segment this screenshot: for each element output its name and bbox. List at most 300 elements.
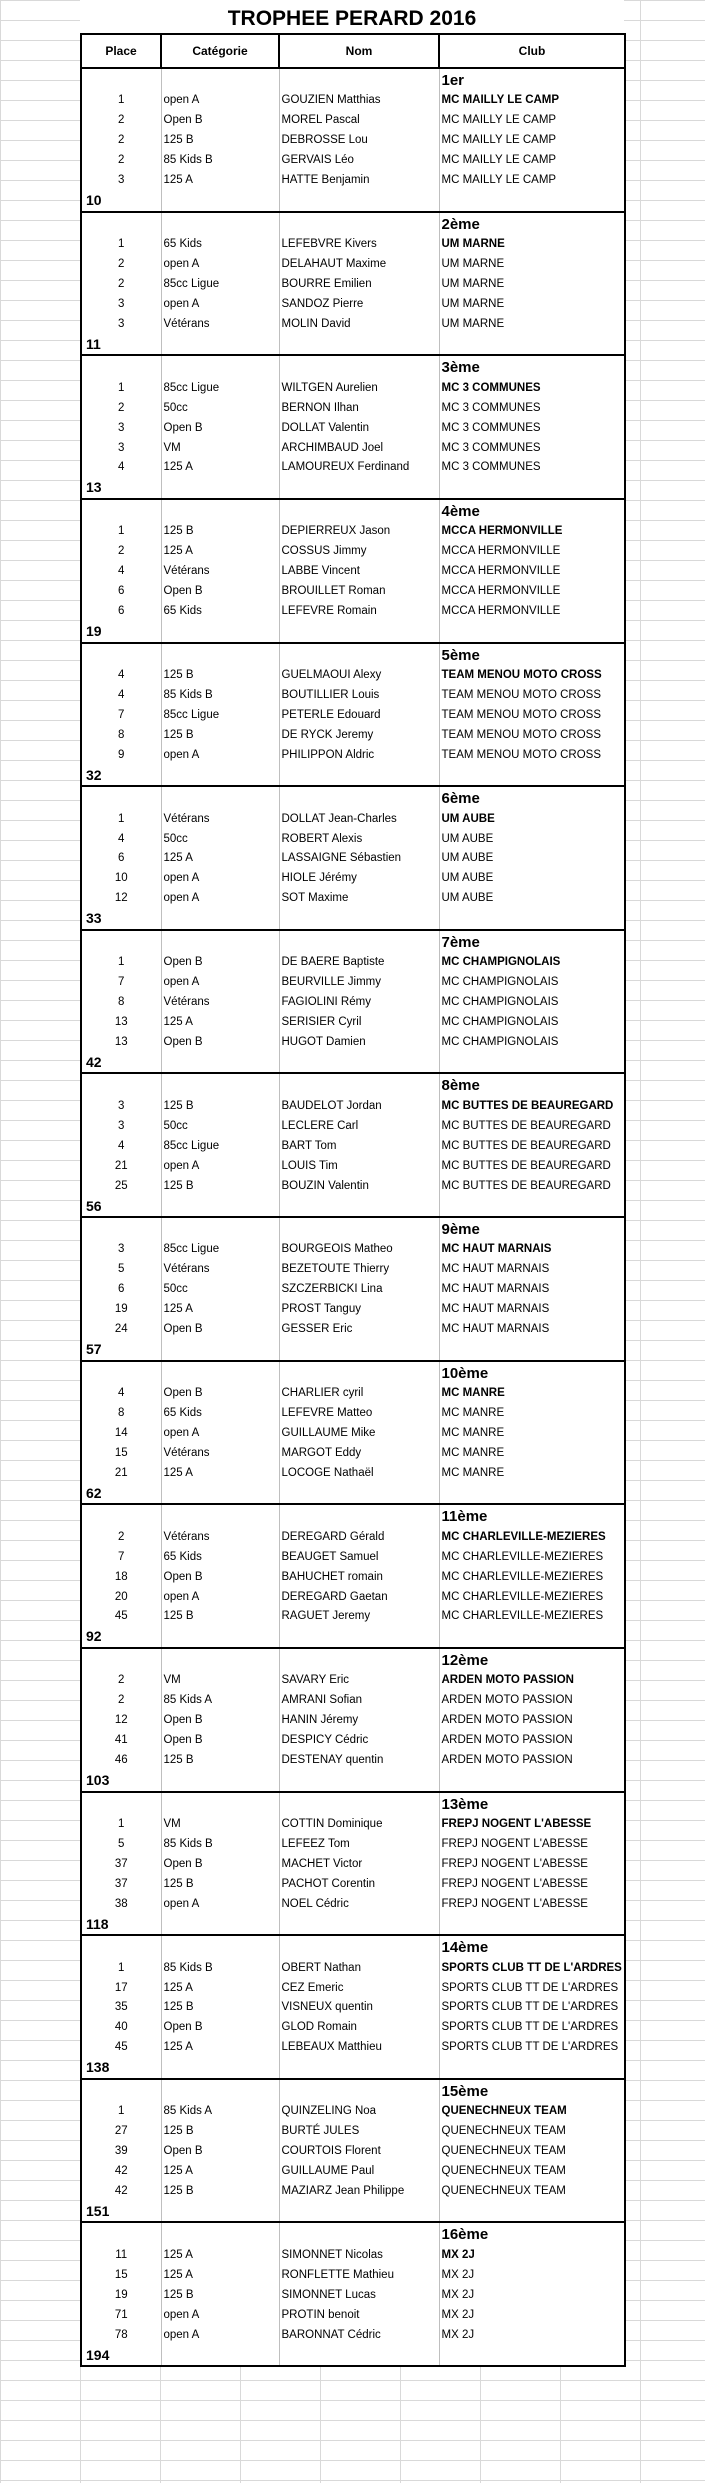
empty-cell bbox=[161, 2222, 279, 2245]
place-cell: 4 bbox=[81, 829, 161, 849]
empty-cell bbox=[161, 643, 279, 666]
name-cell: VISNEUX quentin bbox=[279, 1998, 439, 2018]
table-row bbox=[81, 314, 625, 334]
category-cell: Open B bbox=[161, 1854, 279, 1874]
name-cell: AMRANI Sofian bbox=[279, 1691, 439, 1711]
team-rank: 15ème bbox=[439, 2079, 625, 2102]
table-row bbox=[81, 235, 625, 255]
category-cell: 65 Kids bbox=[161, 235, 279, 255]
table-row bbox=[81, 869, 625, 889]
category-cell: VM bbox=[161, 438, 279, 458]
club-cell: MC CHARLEVILLE-MEZIERES bbox=[439, 1567, 625, 1587]
empty-cell bbox=[161, 1792, 279, 1815]
club-cell: UM AUBE bbox=[439, 829, 625, 849]
empty-cell bbox=[161, 1340, 279, 1361]
empty-cell bbox=[161, 68, 279, 91]
table-row bbox=[81, 705, 625, 725]
empty-cell bbox=[81, 1361, 161, 1384]
table-row bbox=[81, 378, 625, 398]
category-cell: 125 A bbox=[161, 171, 279, 191]
empty-cell bbox=[279, 1196, 439, 1217]
name-cell: PROST Tanguy bbox=[279, 1300, 439, 1320]
empty-cell bbox=[279, 499, 439, 522]
category-cell: VM bbox=[161, 1671, 279, 1691]
category-cell: Open B bbox=[161, 418, 279, 438]
place-cell: 4 bbox=[81, 562, 161, 582]
empty-cell bbox=[161, 1483, 279, 1504]
place-cell: 2 bbox=[81, 1671, 161, 1691]
place-cell: 45 bbox=[81, 1607, 161, 1627]
name-cell: LEFEBVRE Kivers bbox=[279, 235, 439, 255]
place-cell: 4 bbox=[81, 666, 161, 686]
name-cell: GUELMAOUI Alexy bbox=[279, 666, 439, 686]
empty-cell bbox=[279, 2201, 439, 2222]
table-row bbox=[81, 2245, 625, 2265]
table-row bbox=[81, 973, 625, 993]
table-row bbox=[81, 1731, 625, 1751]
name-cell: BAHUCHET romain bbox=[279, 1567, 439, 1587]
category-cell: Open B bbox=[161, 2018, 279, 2038]
place-cell: 1 bbox=[81, 1815, 161, 1835]
club-cell: MC MANRE bbox=[439, 1384, 625, 1404]
empty-cell bbox=[279, 786, 439, 809]
club-cell: MC 3 COMMUNES bbox=[439, 418, 625, 438]
category-cell: 125 B bbox=[161, 1874, 279, 1894]
category-cell: 125 A bbox=[161, 2245, 279, 2265]
empty-cell bbox=[279, 1627, 439, 1648]
club-cell: MC HAUT MARNAIS bbox=[439, 1300, 625, 1320]
team-rank-row bbox=[81, 355, 625, 378]
category-cell: 85cc Ligue bbox=[161, 1136, 279, 1156]
table-row bbox=[81, 666, 625, 686]
name-cell: LEBEAUX Matthieu bbox=[279, 2038, 439, 2058]
place-cell: 3 bbox=[81, 171, 161, 191]
club-cell: TEAM MENOU MOTO CROSS bbox=[439, 745, 625, 765]
name-cell: SIMONNET Lucas bbox=[279, 2285, 439, 2305]
place-cell: 6 bbox=[81, 602, 161, 622]
place-cell: 2 bbox=[81, 542, 161, 562]
name-cell: HUGOT Damien bbox=[279, 1033, 439, 1053]
club-cell: MX 2J bbox=[439, 2245, 625, 2265]
category-cell: 50cc bbox=[161, 1280, 279, 1300]
category-cell: open A bbox=[161, 1587, 279, 1607]
empty-cell bbox=[439, 1771, 625, 1792]
table-row bbox=[81, 829, 625, 849]
table-row bbox=[81, 809, 625, 829]
club-cell: FREPJ NOGENT L'ABESSE bbox=[439, 1854, 625, 1874]
empty-cell bbox=[161, 1771, 279, 1792]
empty-cell bbox=[279, 1504, 439, 1527]
category-cell: open A bbox=[161, 973, 279, 993]
category-cell: 85cc Ligue bbox=[161, 378, 279, 398]
place-cell: 2 bbox=[81, 255, 161, 275]
category-cell: open A bbox=[161, 869, 279, 889]
team-total: 57 bbox=[81, 1340, 161, 1361]
table-row bbox=[81, 1240, 625, 1260]
place-cell: 8 bbox=[81, 725, 161, 745]
table-row bbox=[81, 1527, 625, 1547]
category-cell: Open B bbox=[161, 953, 279, 973]
place-cell: 19 bbox=[81, 1300, 161, 1320]
club-cell: MC BUTTES DE BEAUREGARD bbox=[439, 1116, 625, 1136]
table-row bbox=[81, 685, 625, 705]
place-cell: 25 bbox=[81, 1176, 161, 1196]
place-cell: 1 bbox=[81, 809, 161, 829]
table-row bbox=[81, 889, 625, 909]
name-cell: DESTENAY quentin bbox=[279, 1751, 439, 1771]
name-cell: BOUTILLIER Louis bbox=[279, 685, 439, 705]
name-cell: LAMOUREUX Ferdinand bbox=[279, 458, 439, 478]
name-cell: SIMONNET Nicolas bbox=[279, 2245, 439, 2265]
name-cell: RONFLETTE Mathieu bbox=[279, 2265, 439, 2285]
place-cell: 6 bbox=[81, 1280, 161, 1300]
category-cell: 85cc Ligue bbox=[161, 275, 279, 295]
name-cell: DEBROSSE Lou bbox=[279, 131, 439, 151]
place-cell: 37 bbox=[81, 1854, 161, 1874]
club-cell: MX 2J bbox=[439, 2305, 625, 2325]
empty-cell bbox=[279, 643, 439, 666]
club-cell: MC HAUT MARNAIS bbox=[439, 1280, 625, 1300]
place-cell: 17 bbox=[81, 1978, 161, 1998]
place-cell: 1 bbox=[81, 522, 161, 542]
place-cell: 1 bbox=[81, 2102, 161, 2122]
category-cell: 125 B bbox=[161, 1096, 279, 1116]
category-cell: 125 A bbox=[161, 1978, 279, 1998]
team-total-row bbox=[81, 765, 625, 786]
table-row bbox=[81, 1711, 625, 1731]
category-cell: Open B bbox=[161, 1384, 279, 1404]
empty-cell bbox=[161, 1052, 279, 1073]
club-cell: FREPJ NOGENT L'ABESSE bbox=[439, 1894, 625, 1914]
category-cell: 125 A bbox=[161, 1463, 279, 1483]
category-cell: 85 Kids B bbox=[161, 151, 279, 171]
table-row bbox=[81, 953, 625, 973]
empty-cell bbox=[279, 1052, 439, 1073]
place-cell: 21 bbox=[81, 1156, 161, 1176]
club-cell: MC MAILLY LE CAMP bbox=[439, 111, 625, 131]
place-cell: 3 bbox=[81, 314, 161, 334]
category-cell: 85 Kids B bbox=[161, 1834, 279, 1854]
name-cell: LABBE Vincent bbox=[279, 562, 439, 582]
team-total-row bbox=[81, 2058, 625, 2079]
table-row bbox=[81, 1874, 625, 1894]
empty-cell bbox=[81, 499, 161, 522]
name-cell: NOEL Cédric bbox=[279, 1894, 439, 1914]
place-cell: 12 bbox=[81, 1711, 161, 1731]
table-row bbox=[81, 91, 625, 111]
category-cell: 125 A bbox=[161, 1300, 279, 1320]
place-cell: 1 bbox=[81, 953, 161, 973]
name-cell: ARCHIMBAUD Joel bbox=[279, 438, 439, 458]
place-cell: 39 bbox=[81, 2142, 161, 2162]
name-cell: BERNON Ilhan bbox=[279, 398, 439, 418]
category-cell: 65 Kids bbox=[161, 1404, 279, 1424]
table-row bbox=[81, 1096, 625, 1116]
name-cell: MOLIN David bbox=[279, 314, 439, 334]
name-cell: DOLLAT Jean-Charles bbox=[279, 809, 439, 829]
club-cell: MC MANRE bbox=[439, 1424, 625, 1444]
team-total: 33 bbox=[81, 909, 161, 930]
club-cell: SPORTS CLUB TT DE L'ARDRES bbox=[439, 2038, 625, 2058]
team-rank: 2ème bbox=[439, 212, 625, 235]
category-cell: 125 B bbox=[161, 1998, 279, 2018]
team-total-row bbox=[81, 1771, 625, 1792]
club-cell: UM MARNE bbox=[439, 294, 625, 314]
empty-cell bbox=[439, 765, 625, 786]
empty-cell bbox=[439, 2201, 625, 2222]
name-cell: FAGIOLINI Rémy bbox=[279, 993, 439, 1013]
team-total: 32 bbox=[81, 765, 161, 786]
place-cell: 5 bbox=[81, 1834, 161, 1854]
name-cell: GLOD Romain bbox=[279, 2018, 439, 2038]
place-cell: 9 bbox=[81, 745, 161, 765]
team-total: 138 bbox=[81, 2058, 161, 2079]
category-cell: Open B bbox=[161, 1320, 279, 1340]
empty-cell bbox=[161, 212, 279, 235]
category-cell: 125 B bbox=[161, 725, 279, 745]
place-cell: 71 bbox=[81, 2305, 161, 2325]
place-cell: 3 bbox=[81, 1116, 161, 1136]
club-cell: MC MAILLY LE CAMP bbox=[439, 171, 625, 191]
empty-cell bbox=[81, 2079, 161, 2102]
table-row bbox=[81, 1463, 625, 1483]
empty-cell bbox=[439, 191, 625, 212]
team-rank-row bbox=[81, 1792, 625, 1815]
empty-cell bbox=[279, 2058, 439, 2079]
results-body bbox=[81, 68, 625, 2366]
category-cell: 85 Kids B bbox=[161, 1958, 279, 1978]
empty-cell bbox=[81, 212, 161, 235]
name-cell: LEFEVRE Romain bbox=[279, 602, 439, 622]
table-row bbox=[81, 2142, 625, 2162]
table-row bbox=[81, 542, 625, 562]
place-cell: 1 bbox=[81, 235, 161, 255]
empty-cell bbox=[161, 191, 279, 212]
column-header-name: Nom bbox=[279, 34, 439, 68]
club-cell: ARDEN MOTO PASSION bbox=[439, 1711, 625, 1731]
empty-cell bbox=[81, 1935, 161, 1958]
table-row bbox=[81, 1176, 625, 1196]
team-total: 13 bbox=[81, 478, 161, 499]
club-cell: MC BUTTES DE BEAUREGARD bbox=[439, 1136, 625, 1156]
place-cell: 7 bbox=[81, 973, 161, 993]
category-cell: Open B bbox=[161, 582, 279, 602]
table-row bbox=[81, 1691, 625, 1711]
empty-cell bbox=[161, 1914, 279, 1935]
place-cell: 13 bbox=[81, 1013, 161, 1033]
place-cell: 27 bbox=[81, 2122, 161, 2142]
team-rank-row bbox=[81, 1648, 625, 1671]
category-cell: 85cc Ligue bbox=[161, 705, 279, 725]
team-total: 194 bbox=[81, 2345, 161, 2366]
empty-cell bbox=[161, 1935, 279, 1958]
place-cell: 2 bbox=[81, 1527, 161, 1547]
place-cell: 2 bbox=[81, 151, 161, 171]
table-row bbox=[81, 1587, 625, 1607]
name-cell: CHARLIER cyril bbox=[279, 1384, 439, 1404]
empty-cell bbox=[161, 478, 279, 499]
club-cell: MC BUTTES DE BEAUREGARD bbox=[439, 1156, 625, 1176]
place-cell: 10 bbox=[81, 869, 161, 889]
club-cell: FREPJ NOGENT L'ABESSE bbox=[439, 1815, 625, 1835]
table-row bbox=[81, 745, 625, 765]
empty-cell bbox=[161, 2058, 279, 2079]
place-cell: 3 bbox=[81, 438, 161, 458]
place-cell: 3 bbox=[81, 1240, 161, 1260]
empty-cell bbox=[81, 930, 161, 953]
empty-cell bbox=[161, 1196, 279, 1217]
category-cell: open A bbox=[161, 255, 279, 275]
empty-cell bbox=[161, 622, 279, 643]
club-cell: UM MARNE bbox=[439, 235, 625, 255]
category-cell: Open B bbox=[161, 1711, 279, 1731]
name-cell: BEZETOUTE Thierry bbox=[279, 1260, 439, 1280]
club-cell: MC HAUT MARNAIS bbox=[439, 1240, 625, 1260]
place-cell: 2 bbox=[81, 1691, 161, 1711]
category-cell: 125 A bbox=[161, 458, 279, 478]
place-cell: 40 bbox=[81, 2018, 161, 2038]
category-cell: Open B bbox=[161, 1567, 279, 1587]
club-cell: MX 2J bbox=[439, 2325, 625, 2345]
name-cell: BOUZIN Valentin bbox=[279, 1176, 439, 1196]
table-row bbox=[81, 1424, 625, 1444]
place-cell: 4 bbox=[81, 685, 161, 705]
club-cell: MCCA HERMONVILLE bbox=[439, 542, 625, 562]
club-cell: MC MANRE bbox=[439, 1463, 625, 1483]
table-row bbox=[81, 151, 625, 171]
name-cell: BOURRE Emilien bbox=[279, 275, 439, 295]
empty-cell bbox=[279, 909, 439, 930]
table-row bbox=[81, 458, 625, 478]
empty-cell bbox=[439, 1196, 625, 1217]
table-row bbox=[81, 725, 625, 745]
table-row bbox=[81, 2182, 625, 2202]
table-row bbox=[81, 1958, 625, 1978]
table-row bbox=[81, 1751, 625, 1771]
team-rank: 9ème bbox=[439, 1217, 625, 1240]
name-cell: PETERLE Edouard bbox=[279, 705, 439, 725]
category-cell: VM bbox=[161, 1815, 279, 1835]
name-cell: HANIN Jéremy bbox=[279, 1711, 439, 1731]
category-cell: 125 A bbox=[161, 2162, 279, 2182]
place-cell: 11 bbox=[81, 2245, 161, 2265]
club-cell: TEAM MENOU MOTO CROSS bbox=[439, 725, 625, 745]
team-total-row bbox=[81, 1052, 625, 1073]
team-rank: 1er bbox=[439, 68, 625, 91]
empty-cell bbox=[161, 2079, 279, 2102]
table-row bbox=[81, 993, 625, 1013]
club-cell: MCCA HERMONVILLE bbox=[439, 562, 625, 582]
table-row bbox=[81, 2285, 625, 2305]
category-cell: 50cc bbox=[161, 829, 279, 849]
place-cell: 13 bbox=[81, 1033, 161, 1053]
table-row bbox=[81, 1567, 625, 1587]
team-total-row bbox=[81, 909, 625, 930]
table-row bbox=[81, 131, 625, 151]
club-cell: MC 3 COMMUNES bbox=[439, 438, 625, 458]
category-cell: 50cc bbox=[161, 398, 279, 418]
place-cell: 4 bbox=[81, 1384, 161, 1404]
name-cell: DEPIERREUX Jason bbox=[279, 522, 439, 542]
category-cell: 125 A bbox=[161, 2265, 279, 2285]
name-cell: BEURVILLE Jimmy bbox=[279, 973, 439, 993]
team-rank-row bbox=[81, 1935, 625, 1958]
category-cell: 125 B bbox=[161, 522, 279, 542]
team-rank: 11ème bbox=[439, 1504, 625, 1527]
name-cell: QUINZELING Noa bbox=[279, 2102, 439, 2122]
empty-cell bbox=[81, 1648, 161, 1671]
empty-cell bbox=[81, 1792, 161, 1815]
place-cell: 6 bbox=[81, 849, 161, 869]
name-cell: DEREGARD Gaetan bbox=[279, 1587, 439, 1607]
place-cell: 5 bbox=[81, 1260, 161, 1280]
empty-cell bbox=[161, 2345, 279, 2366]
club-cell: MC MAILLY LE CAMP bbox=[439, 91, 625, 111]
name-cell: DELAHAUT Maxime bbox=[279, 255, 439, 275]
name-cell: GUILLAUME Mike bbox=[279, 1424, 439, 1444]
table-row bbox=[81, 1834, 625, 1854]
category-cell: Vétérans bbox=[161, 562, 279, 582]
place-cell: 21 bbox=[81, 1463, 161, 1483]
category-cell: open A bbox=[161, 2305, 279, 2325]
column-header-category: Catégorie bbox=[161, 34, 279, 68]
place-cell: 4 bbox=[81, 458, 161, 478]
place-cell: 4 bbox=[81, 1136, 161, 1156]
team-rank: 10ème bbox=[439, 1361, 625, 1384]
place-cell: 2 bbox=[81, 131, 161, 151]
place-cell: 45 bbox=[81, 2038, 161, 2058]
club-cell: UM AUBE bbox=[439, 869, 625, 889]
team-total-row bbox=[81, 2201, 625, 2222]
club-cell: SPORTS CLUB TT DE L'ARDRES bbox=[439, 1998, 625, 2018]
category-cell: Vétérans bbox=[161, 314, 279, 334]
table-row bbox=[81, 1894, 625, 1914]
club-cell: TEAM MENOU MOTO CROSS bbox=[439, 705, 625, 725]
empty-cell bbox=[279, 1914, 439, 1935]
name-cell: BOURGEOIS Matheo bbox=[279, 1240, 439, 1260]
name-cell: DE RYCK Jeremy bbox=[279, 725, 439, 745]
empty-cell bbox=[279, 212, 439, 235]
name-cell: DE BAERE Baptiste bbox=[279, 953, 439, 973]
empty-cell bbox=[439, 1052, 625, 1073]
name-cell: BAUDELOT Jordan bbox=[279, 1096, 439, 1116]
club-cell: MC 3 COMMUNES bbox=[439, 458, 625, 478]
name-cell: SAVARY Eric bbox=[279, 1671, 439, 1691]
empty-cell bbox=[279, 478, 439, 499]
name-cell: MACHET Victor bbox=[279, 1854, 439, 1874]
category-cell: 85 Kids A bbox=[161, 2102, 279, 2122]
club-cell: ARDEN MOTO PASSION bbox=[439, 1691, 625, 1711]
club-cell: MC MANRE bbox=[439, 1404, 625, 1424]
table-row bbox=[81, 1671, 625, 1691]
team-rank: 12ème bbox=[439, 1648, 625, 1671]
empty-cell bbox=[161, 786, 279, 809]
club-cell: QUENECHNEUX TEAM bbox=[439, 2122, 625, 2142]
name-cell: SANDOZ Pierre bbox=[279, 294, 439, 314]
place-cell: 8 bbox=[81, 1404, 161, 1424]
place-cell: 7 bbox=[81, 705, 161, 725]
table-row bbox=[81, 1547, 625, 1567]
name-cell: WILTGEN Aurelien bbox=[279, 378, 439, 398]
club-cell: MC MANRE bbox=[439, 1443, 625, 1463]
place-cell: 3 bbox=[81, 294, 161, 314]
table-row bbox=[81, 2038, 625, 2058]
name-cell: LOUIS Tim bbox=[279, 1156, 439, 1176]
team-rank: 6ème bbox=[439, 786, 625, 809]
empty-cell bbox=[279, 1771, 439, 1792]
table-row bbox=[81, 111, 625, 131]
name-cell: HIOLE Jérémy bbox=[279, 869, 439, 889]
